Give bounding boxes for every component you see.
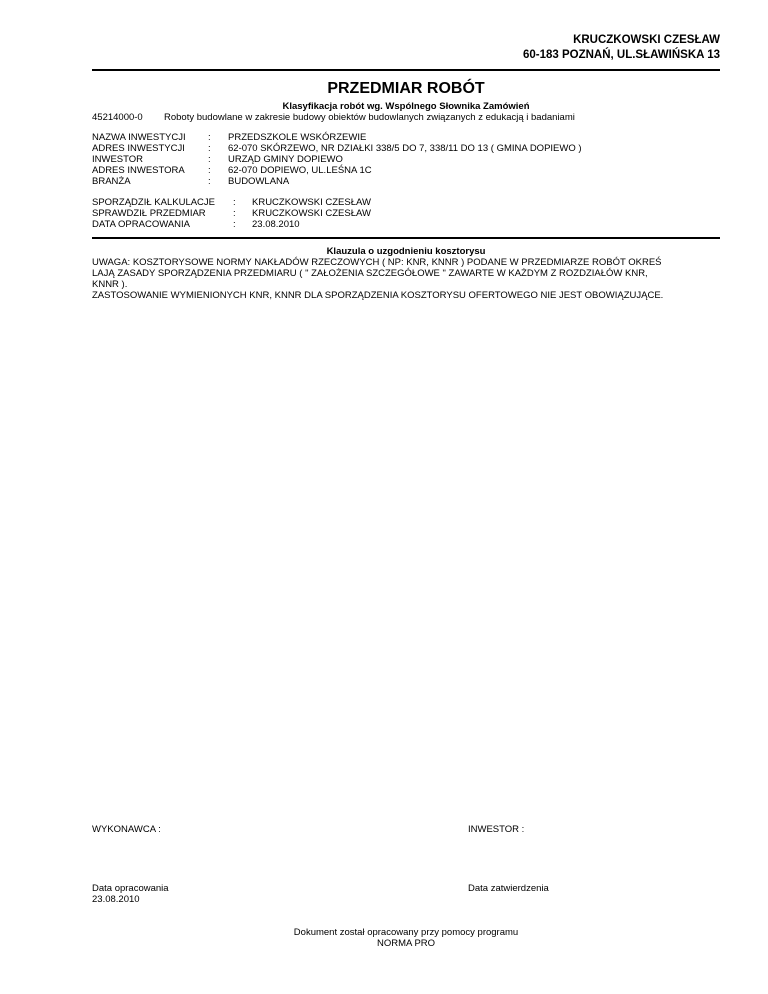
investment-name-colon: : xyxy=(208,132,211,143)
investment-address-label: ADRES INWESTYCJI xyxy=(92,143,185,154)
checked-by-label: SPRAWDZIŁ PRZEDMIAR xyxy=(92,208,206,219)
investment-address-colon: : xyxy=(208,143,211,154)
company-name: KRUCZKOWSKI CZESŁAW xyxy=(573,34,720,46)
prepared-by-colon: : xyxy=(233,197,236,208)
investor-address-value: 62-070 DOPIEWO, UL.LEŚNA 1C xyxy=(228,165,372,176)
checked-by-colon: : xyxy=(233,208,236,219)
branch-value: BUDOWLANA xyxy=(228,176,290,187)
prepared-by-value: KRUCZKOWSKI CZESŁAW xyxy=(252,197,371,208)
prep-date-footer-value: 23.08.2010 xyxy=(92,894,140,905)
top-divider xyxy=(92,69,720,71)
investment-name-value: PRZEDSZKOLE WSKÓRZEWIE xyxy=(228,132,367,143)
prep-date-colon: : xyxy=(233,219,236,230)
clause-line: KNNR ). xyxy=(92,279,128,290)
investor-address-label: ADRES INWESTORA xyxy=(92,165,185,176)
company-address: 60-183 POZNAŃ, UL.SŁAWIŃSKA 13 xyxy=(522,49,720,61)
clause-line: ZASTOSOWANIE WYMIENIONYCH KNR, KNNR DLA SPORZĄDZENIA KOSZTORYSU OFERTOWEGO NIE JEST OBOWIĄZUJĄCE. xyxy=(92,290,664,301)
branch-label: BRANŻA xyxy=(92,176,131,187)
prep-date-label: DATA OPRACOWANIA xyxy=(92,219,191,230)
investor-address-colon: : xyxy=(208,165,211,176)
investment-name-label: NAZWA INWESTYCJI xyxy=(92,132,186,143)
clause-line: LAJĄ ZASADY SPORZĄDZENIA PRZEDMIARU ( " ZAŁOŻENIA SZCZEGÓŁOWE " ZAWARTE W KAŻDYM Z ROZDZIAŁÓW KNR, xyxy=(92,268,648,279)
contractor-label: WYKONAWCA : xyxy=(92,824,161,835)
classification-code: 45214000-0 xyxy=(92,112,143,123)
investment-address-value: 62-070 SKÓRZEWO, NR DZIAŁKI 338/5 DO 7, 338/11 DO 13 ( GMINA DOPIEWO ) xyxy=(228,143,582,154)
footer-program-name: NORMA PRO xyxy=(376,938,436,949)
approval-date-caption: Data zatwierdzenia xyxy=(468,883,549,894)
clause-text xyxy=(92,257,722,301)
classification-heading: Klasyfikacja robót wg. Wspólnego Słownika Zamówień xyxy=(282,101,530,112)
clause-line: UWAGA: KOSZTORYSOWE NORMY NAKŁADÓW RZECZOWYCH ( NP: KNR, KNNR ) PODANE W PRZEDMIARZE ROBÓT OKREŚ xyxy=(92,257,662,268)
investor-label: INWESTOR xyxy=(92,154,144,165)
document-title: PRZEDMIAR ROBÓT xyxy=(327,80,485,97)
clause-heading: Klauzula o uzgodnieniu kosztorysu xyxy=(326,246,486,257)
branch-colon: : xyxy=(208,176,211,187)
investor-colon: : xyxy=(208,154,211,165)
middle-divider xyxy=(92,237,720,239)
checked-by-value: KRUCZKOWSKI CZESŁAW xyxy=(252,208,371,219)
investor-signature-label: INWESTOR : xyxy=(468,824,525,835)
prep-date-value: 23.08.2010 xyxy=(252,219,300,230)
footer xyxy=(92,927,720,949)
company-header xyxy=(523,33,720,63)
prepared-by-label: SPORZĄDZIŁ KALKULACJE xyxy=(92,197,216,208)
prep-date-caption: Data opracowania xyxy=(92,883,169,894)
classification-description: Roboty budowlane w zakresie budowy obiektów budowlanych związanych z edukacją i badaniami xyxy=(164,112,575,123)
footer-line-1: Dokument został opracowany przy pomocy programu xyxy=(293,927,519,938)
investor-value: URZĄD GMINY DOPIEWO xyxy=(228,154,343,165)
